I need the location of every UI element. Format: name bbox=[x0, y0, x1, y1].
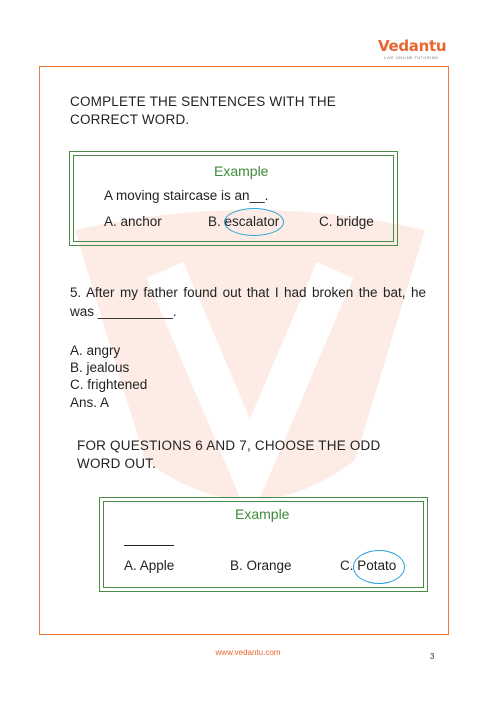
page-number: 3 bbox=[430, 652, 435, 661]
answer-circle-2 bbox=[353, 550, 405, 584]
question5-option-c: C. frightened bbox=[70, 377, 148, 392]
section2-heading bbox=[77, 437, 380, 473]
section1-heading bbox=[70, 93, 336, 129]
logo-tagline: LIVE ONLINE TUTORING bbox=[384, 55, 439, 60]
example1-option-c: C. bridge bbox=[319, 214, 374, 229]
example2-option-b: B. Orange bbox=[230, 558, 292, 573]
blank-line bbox=[124, 545, 174, 546]
question5-option-b: B. jealous bbox=[70, 360, 130, 375]
example2-option-a: A. Apple bbox=[124, 558, 175, 573]
watermark-logo bbox=[55, 210, 445, 540]
section1-heading-line1: COMPLETE THE SENTENCES WITH THE bbox=[70, 94, 336, 109]
example1-option-a: A. anchor bbox=[104, 214, 162, 229]
example2-option-c: C. Potato bbox=[340, 558, 397, 573]
footer-url[interactable]: www.vedantu.com bbox=[215, 648, 281, 657]
example1-sentence: A moving staircase is an__. bbox=[104, 188, 269, 203]
question5-text: 5. After my father found out that I had broken the bat, he was __________. bbox=[70, 285, 426, 319]
vedantu-logo bbox=[378, 37, 448, 63]
question5-answer: Ans. A bbox=[70, 395, 110, 410]
section2-heading-line2: WORD OUT. bbox=[77, 456, 157, 471]
example1-option-b: B. escalator bbox=[208, 214, 280, 229]
logo-text: Vedantu bbox=[378, 37, 447, 55]
answer-circle-1 bbox=[224, 208, 284, 236]
example1-title: Example bbox=[214, 163, 269, 179]
question5-option-a: A. angry bbox=[70, 343, 121, 358]
section2-heading-line1: FOR QUESTIONS 6 AND 7, CHOOSE THE ODD bbox=[77, 438, 381, 453]
example2-title: Example bbox=[235, 506, 290, 522]
section1-heading-line2: CORRECT WORD. bbox=[70, 112, 190, 127]
